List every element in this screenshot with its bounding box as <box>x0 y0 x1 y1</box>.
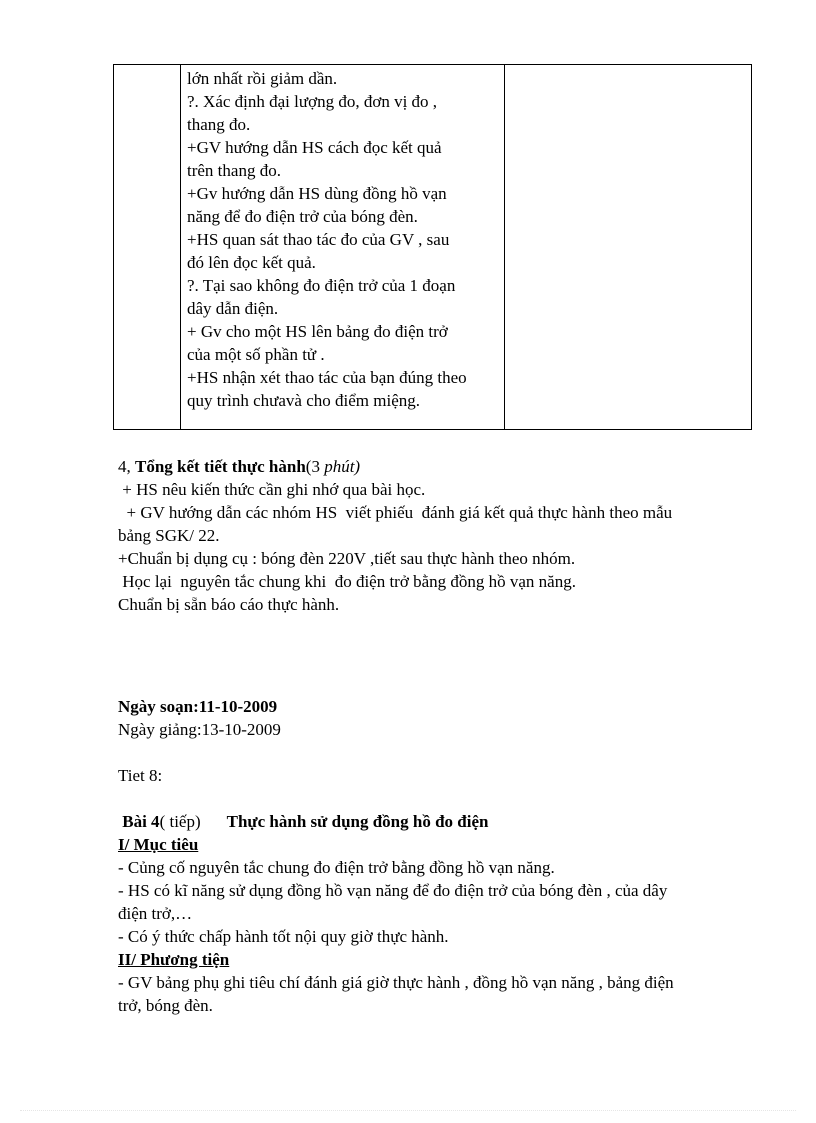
lesson-prep-date <box>118 695 738 718</box>
summary-heading-paren: (3 <box>305 457 325 476</box>
table-cell-line: ?. Xác định đại lượng đo, đơn vị đo , <box>187 92 438 111</box>
table-cell-line: đó lên đọc kết quả. <box>187 253 316 272</box>
summary-line: + GV hướng dẫn các nhóm HS viết phiếu đánh giá kết quả thực hành theo mẫu <box>118 503 673 522</box>
summary-heading-bold: Tổng kết tiết thực hành <box>135 457 306 476</box>
table-column-content <box>505 65 751 429</box>
summary-heading <box>118 455 738 478</box>
table-cell-line: ?. Tại sao không đo điện trở của 1 đoạn <box>187 276 456 295</box>
section-objectives-heading <box>118 833 738 856</box>
section-materials-heading-text: II/ Phương tiện <box>118 950 230 969</box>
lesson-title-text: Thực hành sử dụng đồng hồ đo điện <box>226 812 489 831</box>
summary-section <box>118 455 738 616</box>
table-cell-line: năng để đo điện trở của bóng đèn. <box>187 207 418 226</box>
lesson-title <box>118 810 738 833</box>
lesson-number: Bài 4 <box>122 812 160 831</box>
summary-line: Học lại nguyên tắc chung khi đo điện trở bằng đồng hồ vạn năng. <box>118 572 576 591</box>
table-cell-line: +Gv hướng dẫn HS dùng đồng hồ vạn <box>187 184 447 203</box>
lesson-period <box>118 764 738 787</box>
summary-line: + HS nêu kiến thức cần ghi nhớ qua bài học. <box>118 480 426 499</box>
table-cell-line: +HS nhận xét thao tác của bạn đúng theo <box>187 368 467 387</box>
table-cell-line: trên thang đo. <box>187 161 281 180</box>
summary-line: bảng SGK/ 22. <box>118 526 220 545</box>
section-objectives-heading-text: I/ Mục tiêu <box>118 835 199 854</box>
page-bottom-rule <box>20 1110 796 1111</box>
table-cell-line: + Gv cho một HS lên bảng đo điện trở <box>187 322 448 341</box>
lesson-prep-date-text: Ngày soạn:11-10-2009 <box>118 697 278 716</box>
table-cell-line: quy trình chưavà cho điểm miệng. <box>187 391 420 410</box>
objective-line: điện trở,… <box>118 904 193 923</box>
summary-line: +Chuẩn bị dụng cụ : bóng đèn 220V ,tiết sau thực hành theo nhóm. <box>118 549 576 568</box>
table-cell-line: của một số phần tử . <box>187 345 325 364</box>
objective-line: - Có ý thức chấp hành tốt nội quy giờ thực hành. <box>118 927 449 946</box>
materials-line: trở, bóng đèn. <box>118 996 213 1015</box>
lesson-number-paren: ( tiếp) <box>159 812 201 831</box>
table-column-time <box>114 65 181 429</box>
lesson-teach-date: Ngày giảng:13-10-2009 <box>118 720 281 739</box>
table-column-activities <box>181 65 505 429</box>
table-cell-line: thang đo. <box>187 115 251 134</box>
activity-table <box>113 64 752 430</box>
table-cell-line: dây dẫn điện. <box>187 299 279 318</box>
objective-line: - Củng cố nguyên tắc chung đo điện trở bằng đồng hồ vạn năng. <box>118 858 555 877</box>
summary-heading-italic: phút) <box>324 457 361 476</box>
table-cell-line: lớn nhất rồi giảm dần. <box>187 69 338 88</box>
lesson-header <box>118 695 738 741</box>
summary-line: Chuẩn bị sẵn báo cáo thực hành. <box>118 595 340 614</box>
lesson-period-label: Tiet 8: <box>118 766 163 785</box>
summary-number: 4, <box>118 457 135 476</box>
objective-line: - HS có kĩ năng sử dụng đồng hồ vạn năng để đo điện trở của bóng đèn , của dây <box>118 881 668 900</box>
materials-line: - GV bảng phụ ghi tiêu chí đánh giá giờ thực hành , đồng hồ vạn năng , bảng điện <box>118 973 674 992</box>
table-cell-line: +HS quan sát thao tác đo của GV , sau <box>187 230 450 249</box>
table-cell-line: +GV hướng dẫn HS cách đọc kết quả <box>187 138 442 157</box>
section-materials-heading <box>118 948 738 971</box>
lesson-body <box>118 810 738 1017</box>
